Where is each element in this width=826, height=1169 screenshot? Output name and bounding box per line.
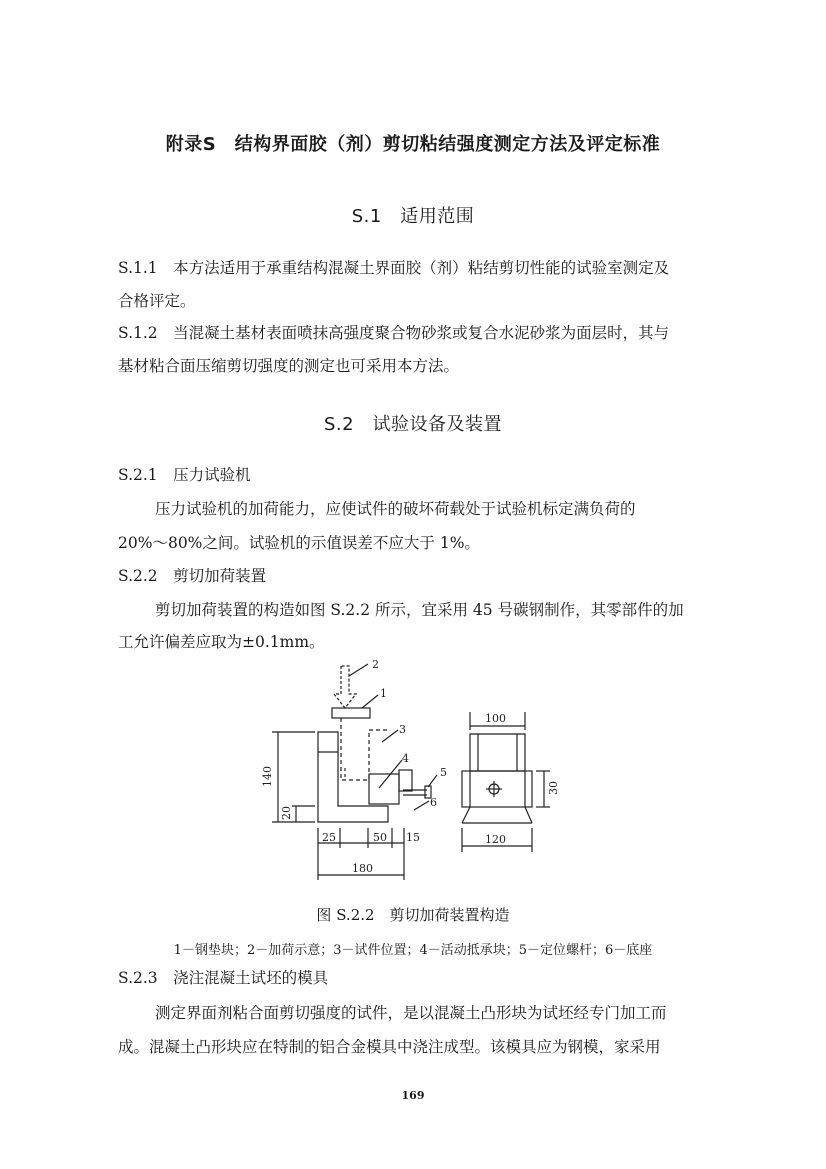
clause-number: S.1.1 [118, 259, 158, 277]
page-number: 169 [401, 1089, 425, 1102]
dim-15: 15 [406, 831, 420, 844]
clause-s2-1-line2: 20%～80%之间。试验机的示值误差不应大于 1%。 [118, 534, 480, 552]
dim-100: 100 [485, 712, 506, 725]
clause-s1-1-line2: 合格评定。 [118, 292, 196, 310]
clause-number: S.1.2 [118, 324, 158, 342]
dim-30: 30 [547, 781, 560, 795]
dim-120: 120 [485, 833, 506, 846]
label-4: 4 [402, 752, 409, 765]
clause-number: S.2.1 [118, 466, 158, 484]
clause-s2-2-line1: 剪切加荷装置的构造如图 S.2.2 所示，宜采用 45 号碳钢制作，其零部件的加 [155, 601, 684, 619]
specimen-outline [341, 718, 390, 780]
clause-s2-3-line1: 测定界面剂粘合面剪切强度的试件，是以混凝土凸形块为试坯经专门加工而 [155, 1004, 667, 1022]
clause-text: 当混凝土基材表面喷抹高强度聚合物砂浆或复合水泥砂浆为面层时，其与 [173, 324, 670, 342]
appendix-title: 附录S 结构界面胶（剂）剪切粘结强度测定方法及评定标准 [165, 134, 661, 155]
load-arrow [334, 666, 356, 708]
clause-s2-1-line1: 压力试验机的加荷能力，应使试件的破坏荷载处于试验机标定满负荷的 [155, 500, 636, 518]
dim-140: 140 [261, 766, 274, 787]
clause-number: S.2.2 [118, 567, 158, 585]
clause-s1-2-line2: 基材粘合面压缩剪切强度的测定也可采用本方法。 [118, 357, 460, 375]
label-1: 1 [380, 687, 387, 700]
dim-180: 180 [352, 862, 373, 875]
clause-number: S.2.3 [118, 969, 158, 987]
label-3: 3 [399, 723, 406, 736]
base-frame [318, 732, 388, 822]
dim-50: 50 [373, 831, 387, 844]
steel-block [332, 708, 370, 718]
clause-heading: 压力试验机 [173, 466, 251, 484]
label-6: 6 [430, 796, 437, 809]
label-5: 5 [440, 766, 447, 779]
section-title-s2: S.2 试验设备及装置 [323, 414, 503, 435]
dim-20: 20 [280, 806, 293, 820]
clause-s2-3-line2: 成。混凝土凸形块应在特制的铝合金模具中浇注成型。该模具应为钢模，家采用 [118, 1038, 661, 1056]
clause-heading: 浇注混凝土试坯的模具 [173, 969, 329, 987]
figure-caption: 图 S.2.2 剪切加荷装置构造 [316, 906, 510, 924]
dim-25: 25 [322, 831, 336, 844]
clause-s2-2-line2: 工允许偏差应取为±0.1mm。 [118, 633, 325, 651]
label-2: 2 [372, 658, 379, 671]
figure-legend: 1－钢垫块；2－加荷示意；3－试件位置；4－活动抵承块；5－定位螺杆；6－底座 [173, 943, 653, 958]
clause-heading: 剪切加荷装置 [173, 567, 267, 585]
section-title-s1: S.1 适用范围 [351, 206, 475, 227]
clause-text: 本方法适用于承重结构混凝土界面胶（剂）粘结剪切性能的试验室测定及 [173, 259, 670, 277]
clause-s2-3-heading [118, 968, 718, 988]
movable-bearing-block [369, 774, 399, 804]
